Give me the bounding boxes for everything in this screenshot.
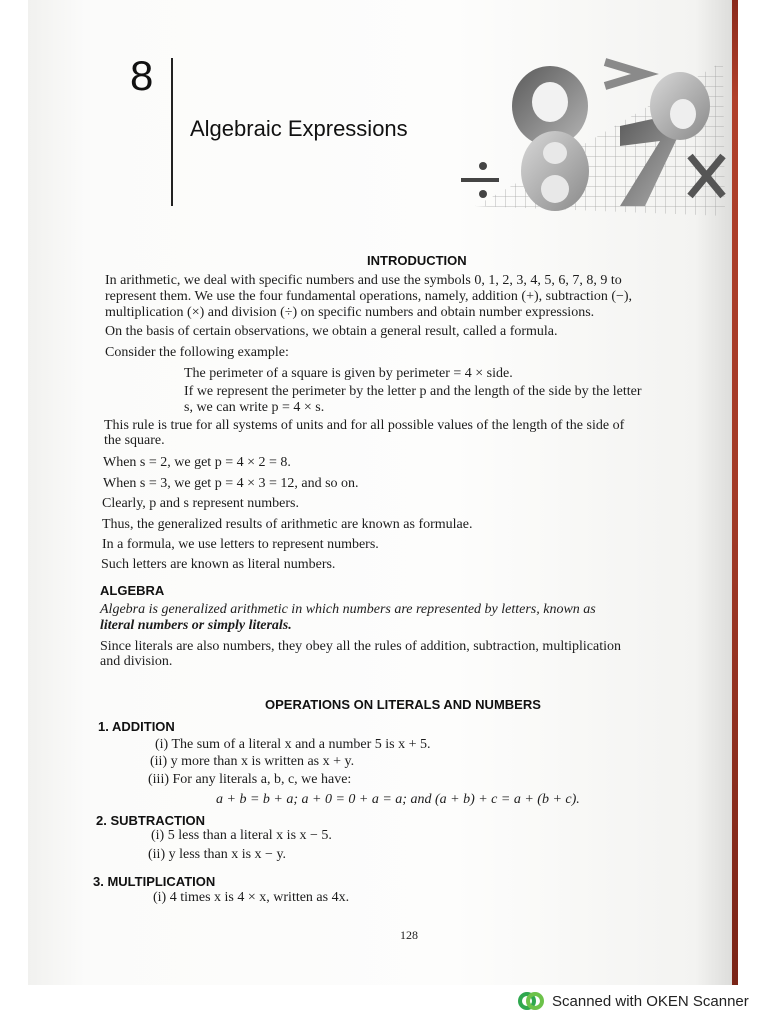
intro-line-9: This rule is true for all systems of units and for all possible values of the length of the side of [104, 418, 625, 433]
intro-line-16: Such letters are known as literal numbers. [101, 557, 336, 572]
intro-line-4: On the basis of certain observations, we obtain a general result, called a formula. [105, 324, 558, 339]
subtraction-line-2: (ii) y less than x is x − y. [148, 847, 287, 862]
intro-line-3: multiplication (×) and division (÷) on specific numbers and obtain number expressions. [105, 305, 595, 320]
intro-line-8: s, we can write p = 4 × s. [184, 400, 325, 415]
chapter-number: 8 [130, 52, 154, 99]
subtraction-line-1: (i) 5 less than a literal x is x − 5. [151, 828, 332, 843]
intro-line-15: In a formula, we use letters to represent numbers. [102, 537, 379, 552]
addition-line-3: (iii) For any literals a, b, c, we have: [148, 772, 352, 787]
algebra-line-2: literal numbers or simply literals. [100, 618, 292, 633]
page-number: 128 [400, 928, 418, 942]
intro-line-7: If we represent the perimeter by the letter p and the length of the side by the letter [184, 384, 642, 399]
addition-line-4: a + b = b + a; a + 0 = 0 + a = a; and (a + b) + c = a + (b + c). [216, 792, 580, 807]
addition-line-1: (i) The sum of a literal x and a number 5 is x + 5. [155, 737, 431, 752]
algebra-line-4: and division. [100, 654, 173, 669]
intro-line-2: represent them. We use the four fundamental operations, namely, addition (+), subtraction (−), [105, 289, 633, 304]
scanner-footer [518, 990, 749, 1012]
algebra-line-3: Since literals are also numbers, they obey all the rules of addition, subtraction, multiplication [100, 639, 621, 654]
numbers-illustration [455, 56, 730, 226]
multiplication-heading: 3. MULTIPLICATION [93, 874, 216, 889]
intro-line-6: The perimeter of a square is given by perimeter = 4 × side. [184, 366, 513, 381]
algebra-heading: ALGEBRA [100, 583, 165, 598]
intro-line-14: Thus, the generalized results of arithmetic are known as formulae. [102, 517, 473, 532]
operations-heading: OPERATIONS ON LITERALS AND NUMBERS [265, 697, 541, 712]
intro-line-11: When s = 2, we get p = 4 × 2 = 8. [103, 455, 291, 470]
chapter-title: Algebraic Expressions [190, 116, 408, 141]
intro-line-12: When s = 3, we get p = 4 × 3 = 12, and so on. [103, 476, 359, 491]
oken-scanner-logo-icon [518, 990, 544, 1012]
algebra-line-1: Algebra is generalized arithmetic in which numbers are represented by letters, known as [100, 602, 596, 617]
introduction-heading: INTRODUCTION [367, 253, 467, 268]
subtraction-heading: 2. SUBTRACTION [96, 813, 206, 828]
addition-heading: 1. ADDITION [98, 719, 175, 734]
intro-line-13: Clearly, p and s represent numbers. [102, 496, 299, 511]
intro-line-10: the square. [104, 433, 165, 448]
intro-line-1: In arithmetic, we deal with specific numbers and use the symbols 0, 1, 2, 3, 4, 5, 6, 7, 8, 9 to [105, 273, 622, 288]
addition-line-2: (ii) y more than x is written as x + y. [150, 754, 355, 769]
chapter-divider [171, 58, 173, 206]
multiplication-line-1: (i) 4 times x is 4 × x, written as 4x. [153, 890, 350, 905]
scanner-text: Scanned with OKEN Scanner [552, 992, 749, 1010]
book-edge [732, 0, 738, 985]
intro-line-5: Consider the following example: [105, 345, 289, 360]
